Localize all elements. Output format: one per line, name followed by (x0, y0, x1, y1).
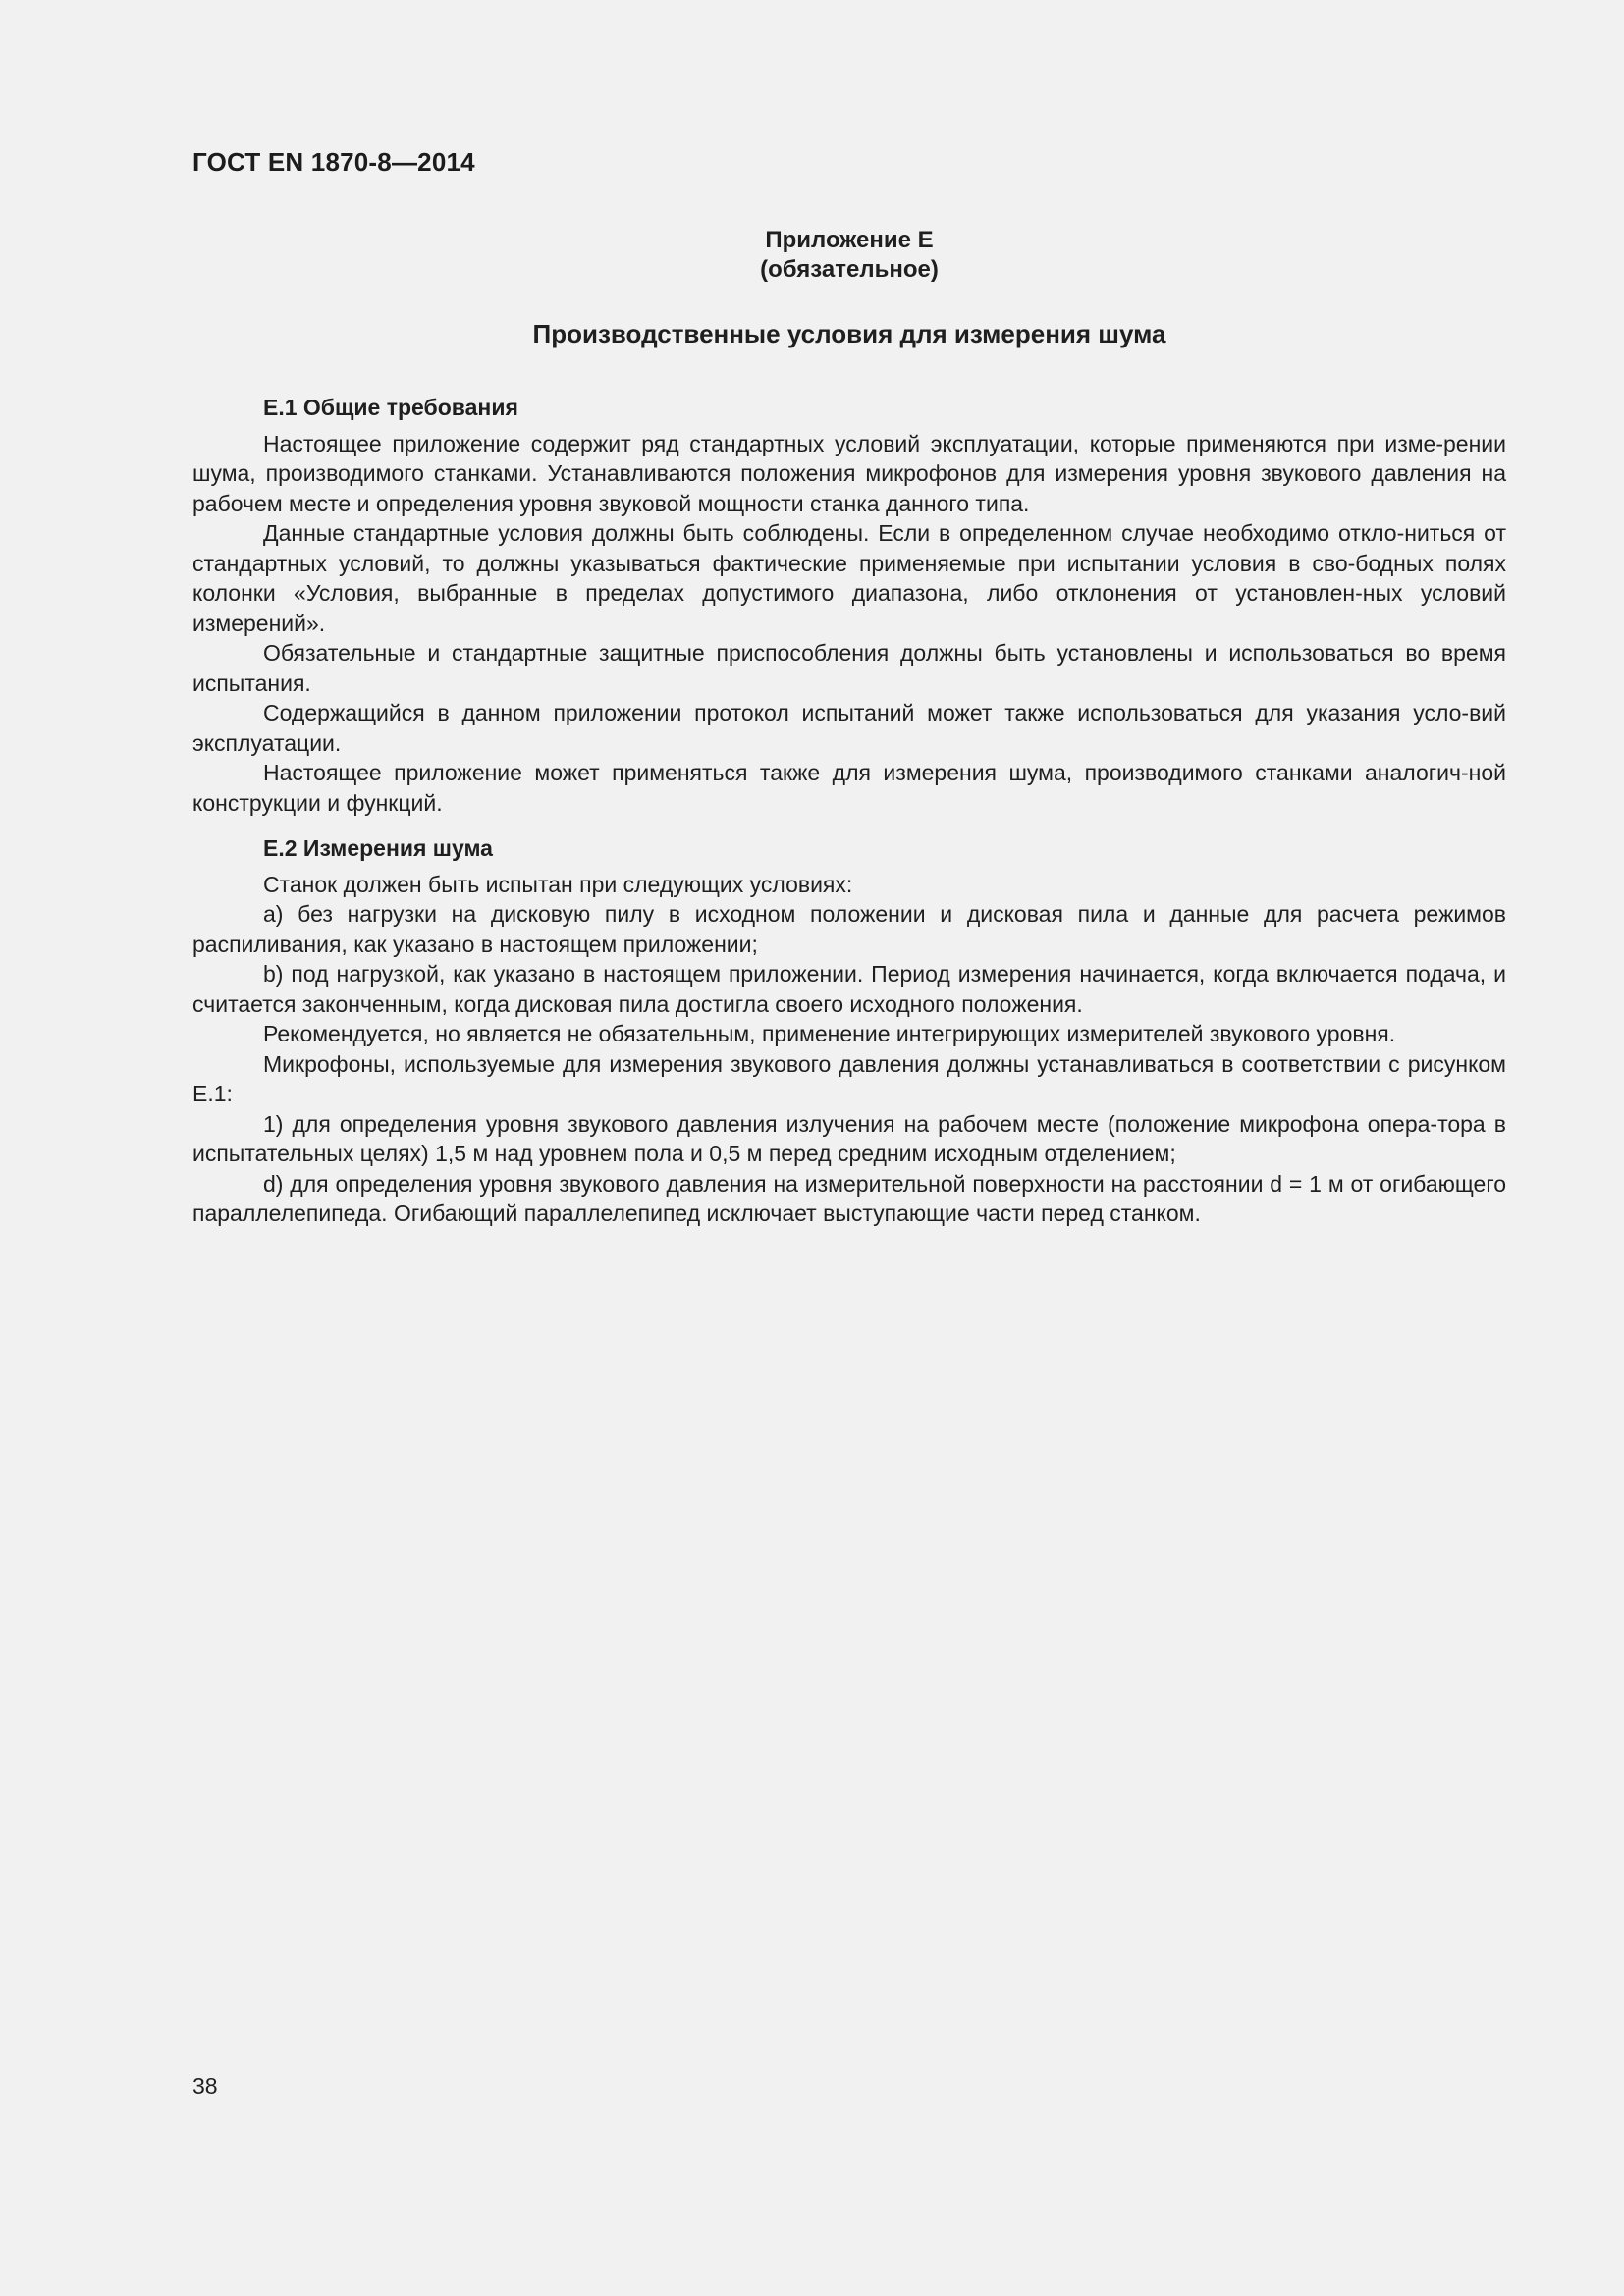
annex-status: (обязательное) (760, 256, 939, 283)
list-item: b) под нагрузкой, как указано в настоящем приложении. Период измерения начинается, когда включается подача, и считается законченным, когда дисковая пила достигла своего исходного положения. (192, 961, 1506, 1017)
paragraph: Обязательные и стандартные защитные приспособления должны быть установлены и использоваться во время испытания. (192, 640, 1506, 696)
annex-label: Приложение E (765, 227, 934, 253)
paragraph: Настоящее приложение содержит ряд стандартных условий эксплуатации, которые применяются при изме-рении шума, производимого станками. Устанавливаются положения микрофонов для измерения уровня звукового давления на рабочем месте и определения уровня звуковой мощности станка данного типа. (192, 430, 1506, 516)
annex-heading (192, 226, 1506, 285)
paragraph: Данные стандартные условия должны быть соблюдены. Если в определенном случае необходимо откло-ниться от стандартных условий, то должны указываться фактические применяемые при испытании условия в сво-бодных полях колонки «Условия, выбранные в пределах допустимого диапазона, либо отклонения от установлен-ных условий измерений». (192, 520, 1506, 636)
paragraph: Микрофоны, используемые для измерения звукового давления должны устанавливаться в соответствии с рисунком E.1: (192, 1050, 1506, 1106)
list-item: 1) для определения уровня звукового давления излучения на рабочем месте (положение микрофона опера-тора в испытательных целях) 1,5 м над уровнем пола и 0,5 м перед средним исходным отделением; (192, 1110, 1506, 1166)
document-code: ГОСТ EN 1870-8—2014 (192, 147, 475, 177)
annex-title: Производственные условия для измерения шума (532, 319, 1166, 348)
list-item: d) для определения уровня звукового давления на измерительной поверхности на расстоянии d = 1 м от огибающего параллелепипеда. Огибающий параллелепипед исключает выступающие части перед станком. (192, 1170, 1506, 1226)
section-heading: E.2 Измерения шума (263, 835, 493, 861)
paragraph: Станок должен быть испытан при следующих условиях: (263, 871, 853, 897)
paragraph: Содержащийся в данном приложении протокол испытаний может также использоваться для указания усло-вий эксплуатации. (192, 700, 1506, 756)
document-body (192, 393, 1506, 1229)
paragraph: Рекомендуется, но является не обязательным, применение интегрирующих измерителей звукового уровня. (263, 1021, 1396, 1046)
list-item: a) без нагрузки на дисковую пилу в исходном положении и дисковая пила и данные для расчета режимов распиливания, как указано в настоящем приложении; (192, 901, 1506, 957)
paragraph: Настоящее приложение может применяться также для измерения шума, производимого станками аналогич-ной конструкции и функций. (192, 760, 1506, 816)
section-e2 (192, 833, 1506, 1229)
section-e1 (192, 393, 1506, 818)
section-heading: E.1 Общие требования (263, 395, 518, 420)
page-number: 38 (192, 2073, 218, 2099)
